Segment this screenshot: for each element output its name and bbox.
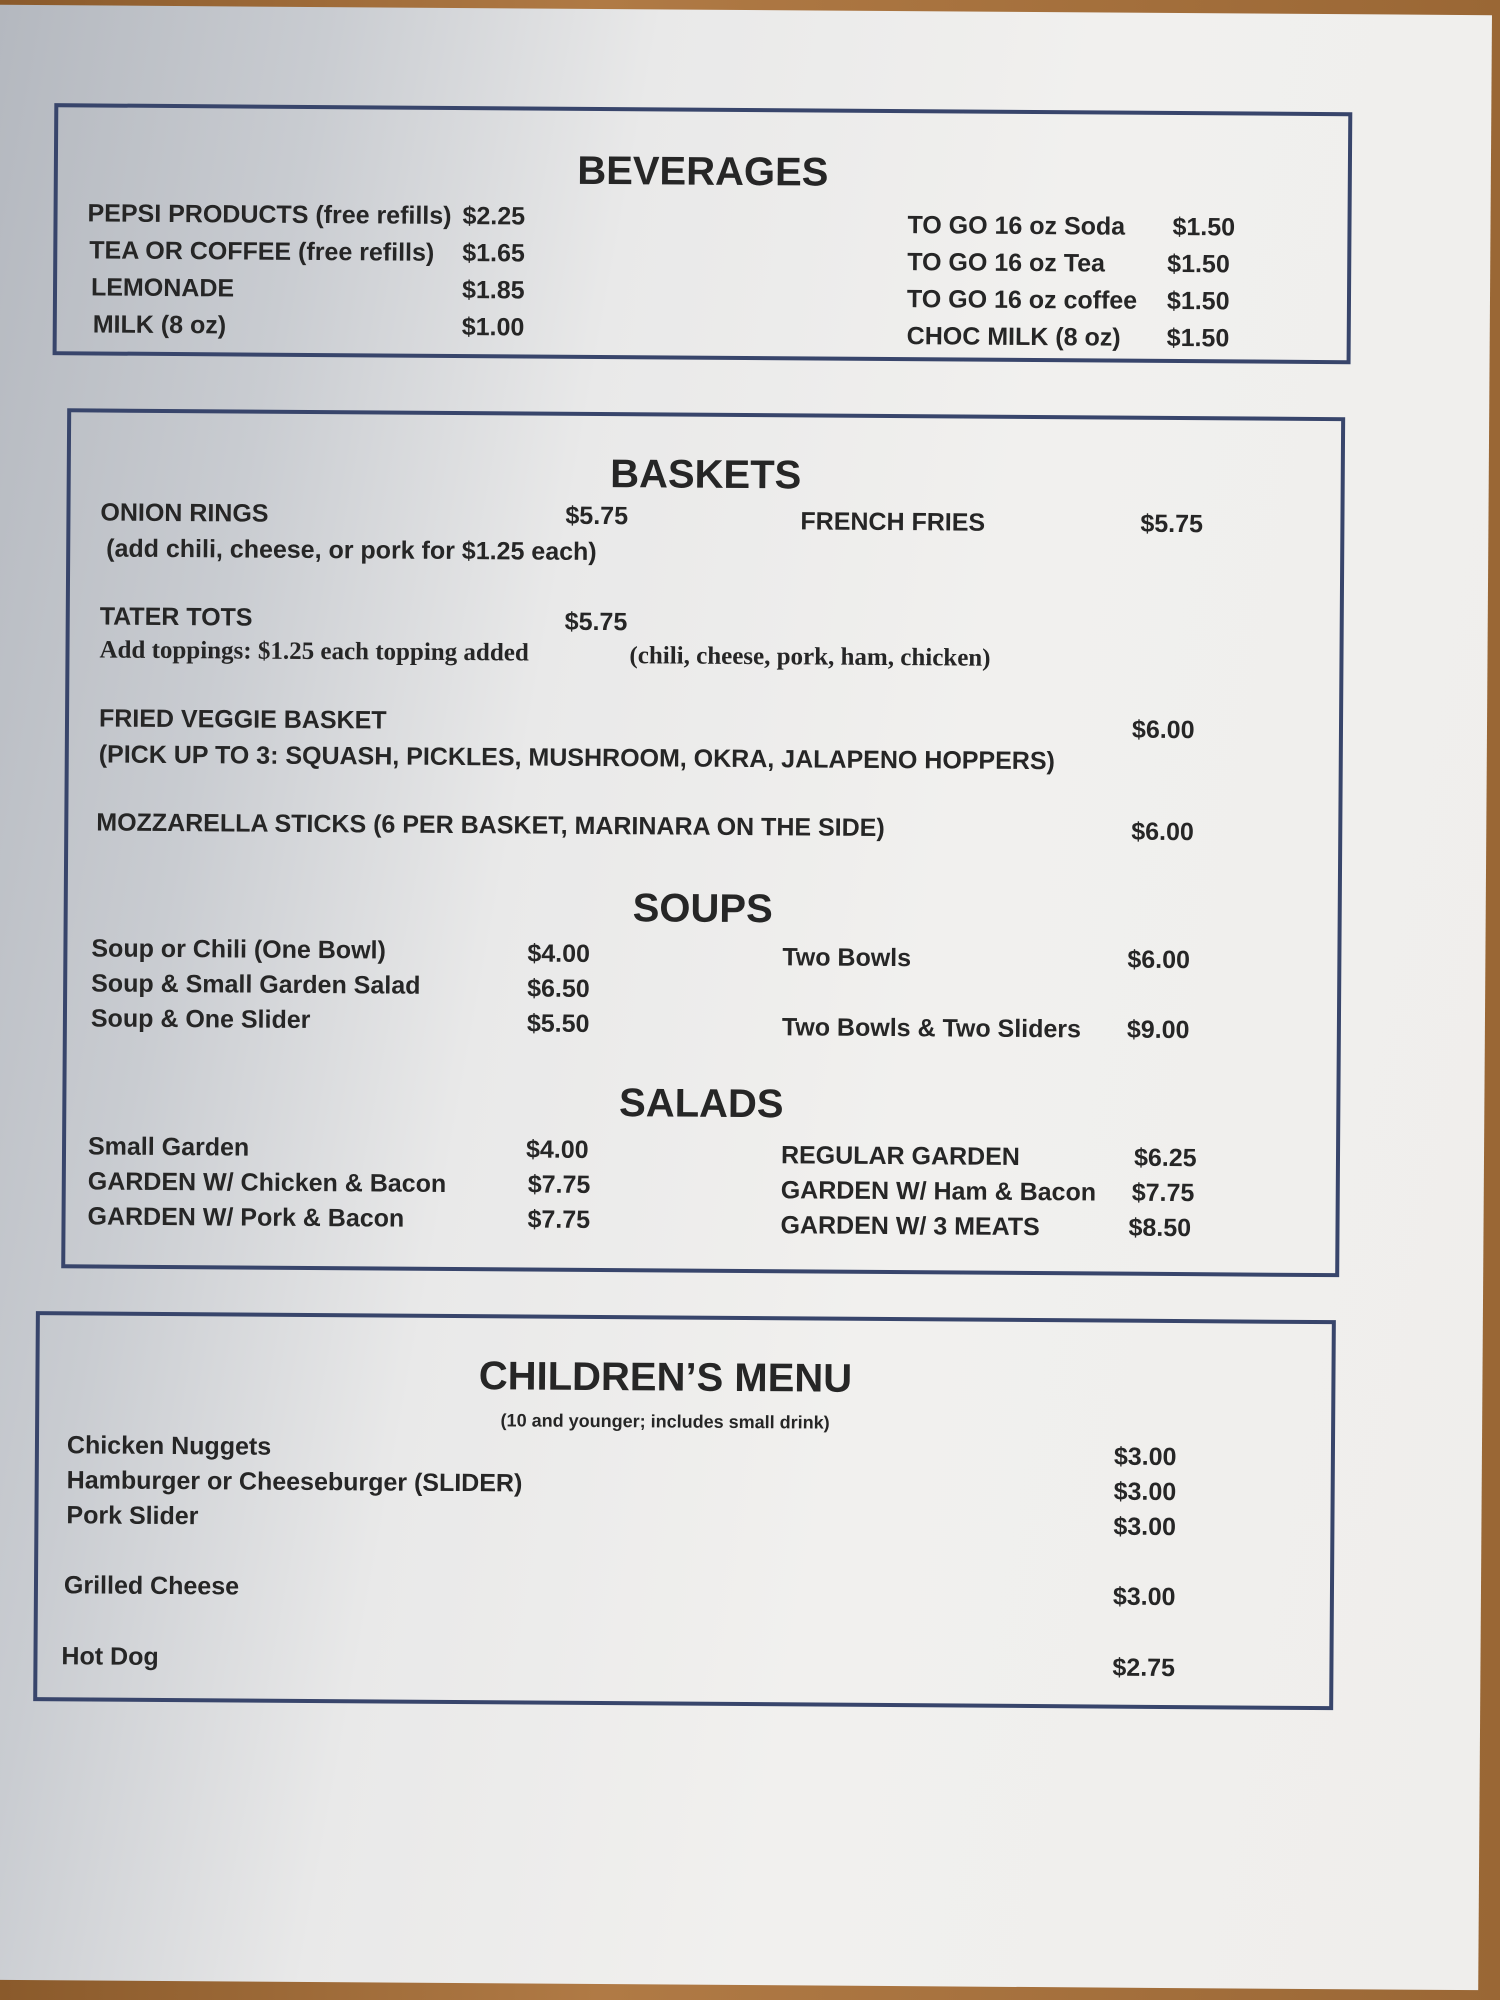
kids-item-name: Hot Dog (61, 1642, 159, 1671)
kids-item-name: Chicken Nuggets (66, 1431, 272, 1461)
beverage-item-price: $1.50 (1172, 212, 1236, 242)
beverage-item-name: TEA OR COFFEE (free refills) (89, 236, 435, 267)
kids-item-price: $2.75 (1112, 1653, 1176, 1683)
mozzarella-price: $6.00 (1131, 817, 1194, 847)
soups-title: SOUPS (632, 886, 773, 932)
onion-rings-price: $5.75 (565, 501, 629, 531)
soup-item-name: Soup & Small Garden Salad (91, 969, 421, 1000)
salad-item-price: $7.75 (527, 1170, 591, 1199)
soup-item-price: $6.00 (1127, 945, 1191, 975)
kids-item-name: Pork Slider (66, 1501, 199, 1531)
salad-item-price: $6.25 (1133, 1143, 1197, 1173)
salad-item-price: $4.00 (525, 1135, 589, 1164)
beverage-item-name: LEMONADE (90, 273, 235, 303)
soup-item-price: $5.50 (526, 1009, 590, 1038)
salad-item-name: REGULAR GARDEN (780, 1141, 1021, 1171)
kids-item-price: $3.00 (1113, 1512, 1177, 1542)
beverage-item-price: $1.50 (1166, 286, 1230, 316)
beverages-box (53, 103, 1353, 364)
kids-item-name: Hamburger or Cheeseburger (SLIDER) (66, 1466, 523, 1498)
fried-veggie-note: (PICK UP TO 3: SQUASH, PICKLES, MUSHROOM, OKRA, JALAPENO HOPPERS) (98, 740, 1056, 776)
soup-item-name: Soup or Chili (One Bowl) (91, 934, 386, 965)
soup-item-price: $9.00 (1126, 1015, 1190, 1045)
beverage-item-name: CHOC MILK (8 oz) (906, 322, 1121, 352)
beverage-item-price: $1.65 (462, 239, 525, 268)
menu-page (0, 5, 1492, 1990)
childrens-menu-subtitle: (10 and younger; includes small drink) (500, 1410, 830, 1433)
kids-item-name: Grilled Cheese (63, 1571, 240, 1601)
onion-rings-note: (add chili, cheese, or pork for $1.25 each) (106, 534, 597, 566)
tater-tots-toppings-list: (chili, cheese, pork, ham, chicken) (629, 642, 991, 672)
childrens-menu-title: CHILDREN’S MENU (478, 1354, 853, 1401)
childrens-menu-box (33, 1311, 1336, 1710)
kids-item-price: $3.00 (1112, 1582, 1176, 1612)
beverage-item-price: $1.85 (461, 276, 525, 305)
salad-item-name: GARDEN W/ Pork & Bacon (87, 1202, 405, 1233)
soup-item-price: $6.50 (527, 974, 590, 1003)
soup-item-price: $4.00 (527, 939, 591, 968)
tater-tots-price: $5.75 (564, 607, 628, 637)
salad-item-name: GARDEN W/ Chicken & Bacon (87, 1167, 447, 1198)
salad-item-price: $7.75 (1131, 1178, 1195, 1208)
kids-item-price: $3.00 (1113, 1477, 1177, 1507)
baskets-title: BASKETS (610, 452, 802, 498)
salad-item-name: GARDEN W/ Ham & Bacon (780, 1176, 1097, 1207)
fried-veggie-name: FRIED VEGGIE BASKET (98, 704, 387, 735)
tater-tots-toppings: Add toppings: $1.25 each topping added (99, 636, 529, 667)
tater-tots-name: TATER TOTS (99, 602, 253, 632)
salad-item-name: GARDEN W/ 3 MEATS (780, 1211, 1040, 1242)
beverage-item-name: TO GO 16 oz coffee (906, 285, 1138, 315)
salad-item-name: Small Garden (87, 1132, 250, 1162)
soup-item-name: Soup & One Slider (90, 1004, 311, 1034)
main-menu-box (61, 408, 1345, 1277)
beverage-item-price: $1.50 (1167, 249, 1230, 279)
salads-title: SALADS (618, 1081, 784, 1127)
salad-item-price: $8.50 (1128, 1213, 1192, 1243)
onion-rings-name: ONION RINGS (100, 498, 269, 528)
fried-veggie-price: $6.00 (1131, 715, 1195, 745)
beverage-item-name: TO GO 16 oz Tea (907, 248, 1106, 278)
soup-item-name: Two Bowls (782, 943, 912, 973)
beverage-item-price: $2.25 (462, 202, 526, 231)
french-fries-price: $5.75 (1140, 509, 1204, 539)
beverage-item-price: $1.50 (1166, 323, 1230, 353)
beverage-item-price: $1.00 (461, 313, 525, 342)
beverage-item-name: TO GO 16 oz Soda (907, 211, 1126, 241)
mozzarella-name: MOZZARELLA STICKS (6 PER BASKET, MARINARA ON THE SIDE) (96, 808, 885, 842)
beverages-title: BEVERAGES (577, 148, 829, 195)
salad-item-price: $7.75 (527, 1205, 591, 1234)
beverage-item-name: MILK (8 oz) (92, 310, 227, 340)
beverage-item-name: PEPSI PRODUCTS (free refills) (87, 199, 452, 230)
soup-item-name: Two Bowls & Two Sliders (781, 1013, 1082, 1044)
french-fries-name: FRENCH FRIES (800, 507, 986, 537)
kids-item-price: $3.00 (1113, 1442, 1177, 1472)
